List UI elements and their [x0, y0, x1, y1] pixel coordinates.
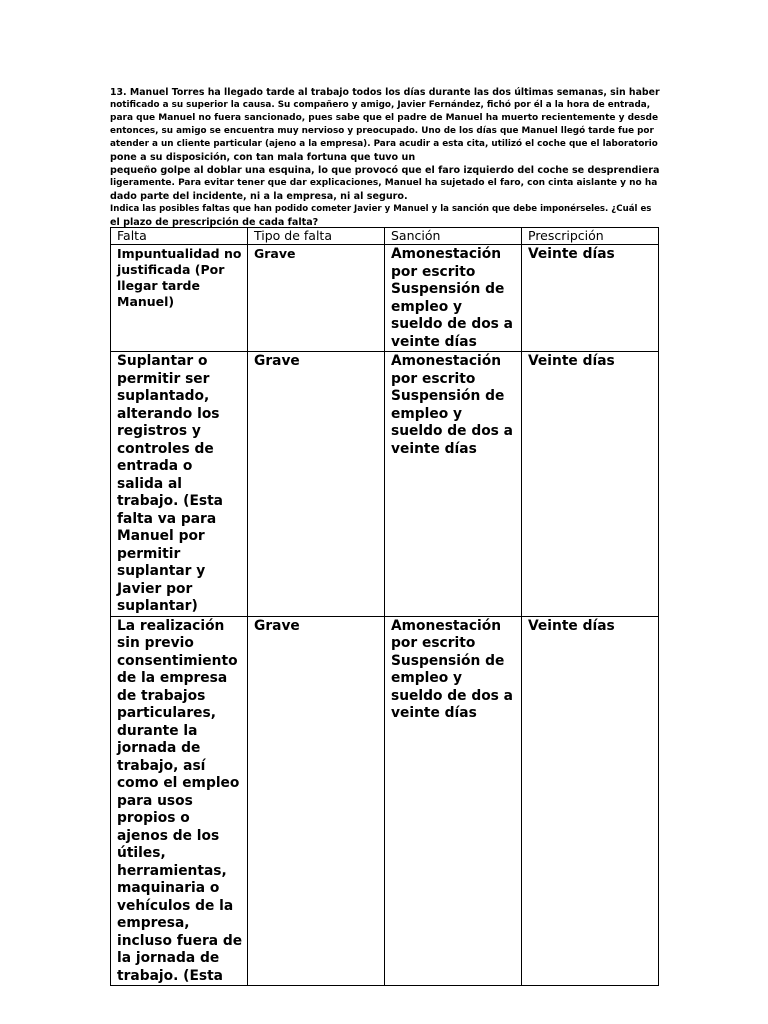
problem-line: notificado a su superior la causa. Su compañero y amigo, Javier Fernández, fichó por él a la hora de entrada, [110, 100, 651, 110]
problem-line: dado parte del incidente, ni a la empresa, ni al seguro. [110, 191, 408, 202]
cell-sancion [385, 616, 522, 986]
cell-falta [111, 352, 248, 617]
cell-tipo [248, 245, 385, 352]
table-row [111, 352, 659, 617]
cell-tipo [248, 352, 385, 617]
question-line: Indica las posibles faltas que han podido cometer Javier y Manuel y la sanción que debe imponérseles. ¿Cuál es [110, 204, 652, 214]
falta-text: La realización sin previo consentimiento de la empresa de trabajos particulares, durante la jornada de trabajo, así como el empleo para usos propios o ajenos de los útiles, herramientas, maquinaria o vehículos de la empresa, incluso fuera de la jornada de trabajo. (Esta [117, 617, 243, 984]
problem-line: pequeño golpe al doblar una esquina, lo que provocó que el faro izquierdo del coche se desprendiera [110, 165, 660, 176]
tipo-text: Grave [254, 617, 300, 634]
cell-sancion [385, 245, 522, 352]
falta-text: Impuntualidad no justificada (Por llegar tarde Manuel) [117, 246, 242, 309]
cell-falta [111, 616, 248, 986]
cell-falta [111, 245, 248, 352]
cell-tipo [248, 616, 385, 986]
table-header-row [111, 228, 659, 245]
problem-line: 13. Manuel Torres ha llegado tarde al trabajo todos los días durante las dos últimas semanas, sin haber [110, 87, 660, 98]
prescripcion-text: Veinte días [528, 246, 615, 262]
header-tipo-de-falta: Tipo de falta [248, 228, 385, 245]
problem-line: pone a su disposición, con tan mala fortuna que tuvo un [110, 152, 416, 163]
problem-line: entonces, su amigo se encuentra muy nervioso y preocupado. Uno de los días que Manuel llegó tarde fue por [110, 126, 654, 136]
header-prescripcion: Prescripción [522, 228, 659, 245]
sancion-text: Amonestación por escrito Suspensión de empleo y sueldo de dos a veinte días [391, 353, 513, 457]
problem-line: ligeramente. Para evitar tener que dar explicaciones, Manuel ha sujetado el faro, con cinta aislante y no ha [110, 178, 658, 188]
question-line: el plazo de prescripción de cada falta? [110, 217, 319, 228]
table-row [111, 245, 659, 352]
prescripcion-text: Veinte días [528, 617, 615, 634]
problem-line: para que Manuel no fuera sancionado, pues sabe que el padre de Manuel ha muerto recientemente y desde [110, 113, 659, 123]
header-falta: Falta [111, 228, 248, 245]
cell-prescripcion [522, 352, 659, 617]
sancion-text: Amonestación por escrito Suspensión de empleo y sueldo de dos a veinte días [391, 246, 513, 350]
table-row [111, 616, 659, 986]
prescripcion-text: Veinte días [528, 353, 615, 369]
cell-prescripcion [522, 245, 659, 352]
tipo-text: Grave [254, 353, 300, 369]
tipo-text: Grave [254, 246, 296, 261]
faltas-table [110, 227, 659, 986]
header-sancion: Sanción [385, 228, 522, 245]
problem-statement [110, 86, 660, 229]
cell-prescripcion [522, 616, 659, 986]
falta-text: Suplantar o permitir ser suplantado, alterando los registros y controles de entrada o salida al trabajo. (Esta falta va para Manuel por permitir suplantar y Javier por suplantar) [117, 353, 223, 614]
cell-sancion [385, 352, 522, 617]
sancion-text: Amonestación por escrito Suspensión de empleo y sueldo de dos a veinte días [391, 617, 513, 721]
problem-line: atender a un cliente particular (ajeno a la empresa). Para acudir a esta cita, utilizó el coche que el laboratorio [110, 139, 658, 149]
